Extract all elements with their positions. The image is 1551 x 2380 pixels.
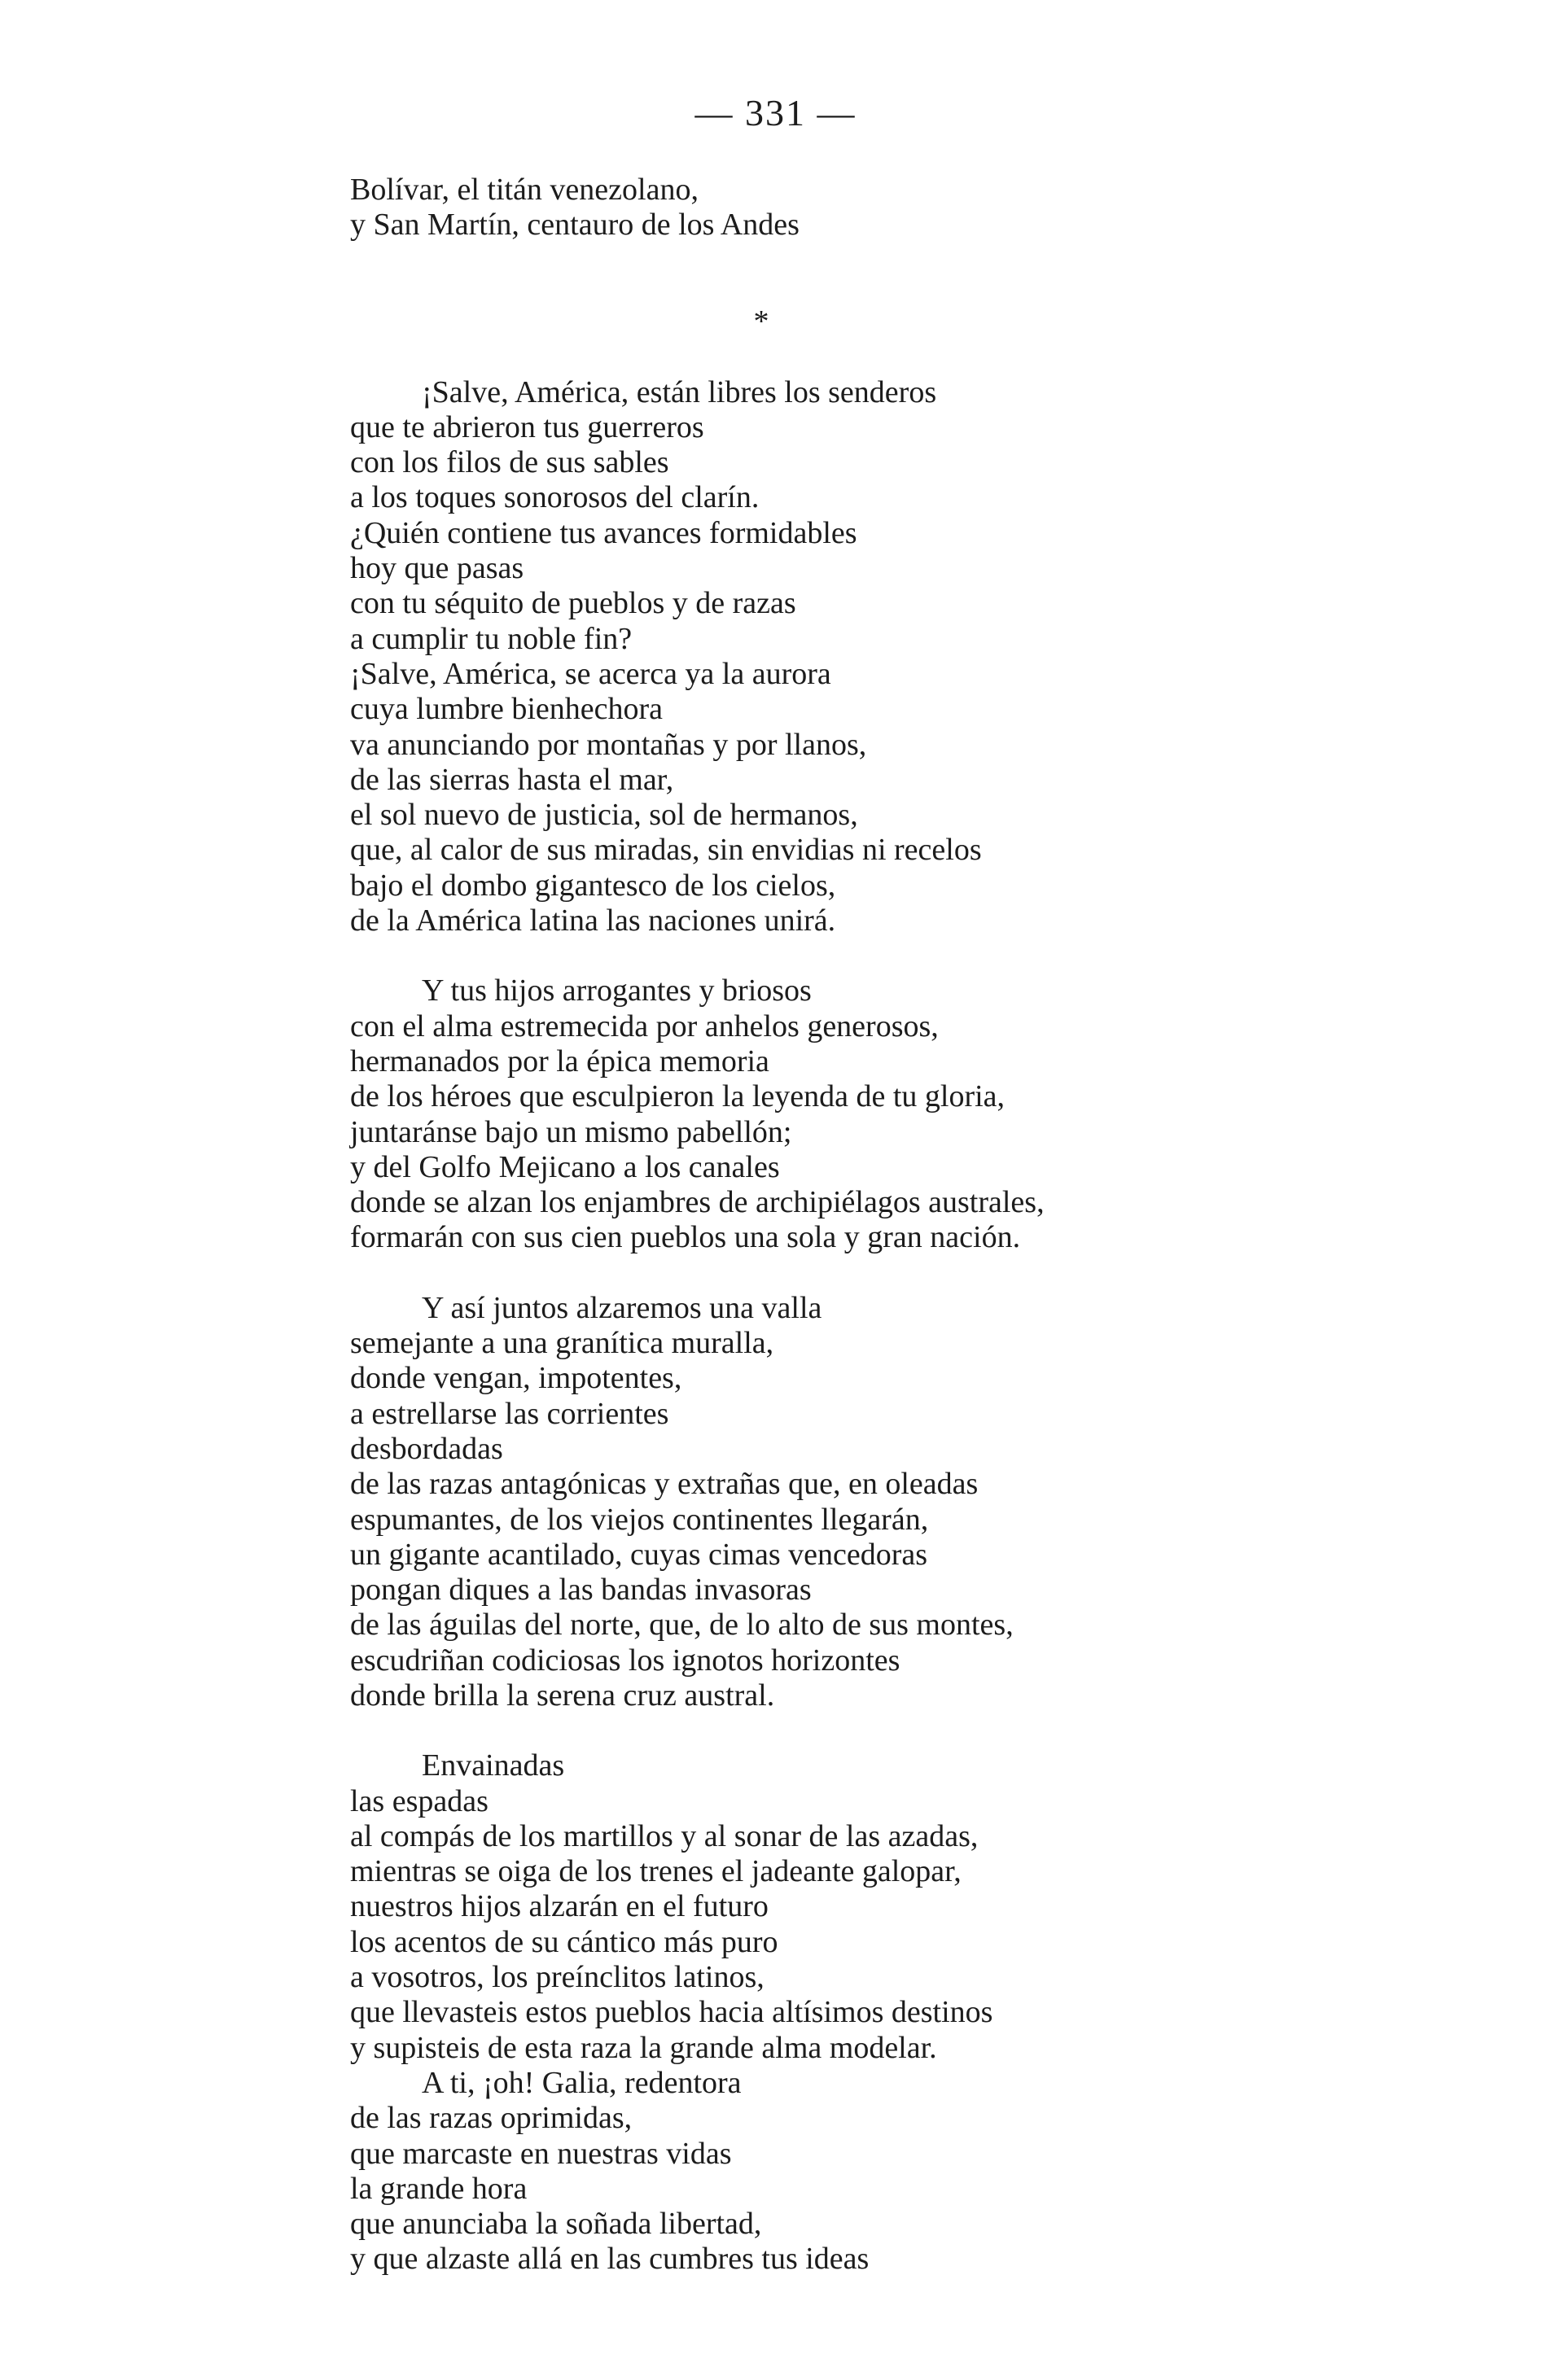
poem-line: hermanados por la épica memoria: [350, 1043, 769, 1078]
poem-line: y San Martín, centauro de los Andes: [350, 208, 800, 243]
poem-line: las espadas: [350, 1783, 489, 1818]
poem-line: hoy que pasas: [350, 551, 524, 586]
poem-line: juntaránse bajo un mismo pabellón;: [350, 1114, 792, 1149]
poem-line: nuestros hijos alzarán en el futuro: [350, 1889, 769, 1924]
poem-line: y del Golfo Mejicano a los canales: [350, 1149, 780, 1184]
stanza: [350, 1748, 1311, 2277]
poem-line: pongan diques a las bandas invasoras: [350, 1573, 812, 1608]
poem-line: de las sierras hasta el mar,: [350, 762, 674, 797]
poem-line: de las águilas del norte, que, de lo alto de sus montes,: [350, 1608, 1014, 1643]
poem-line: ¡Salve, América, se acerca ya la aurora: [350, 656, 831, 691]
poem-line: al compás de los martillos y al sonar de las azadas,: [350, 1818, 979, 1853]
poem-line: que llevasteis estos pueblos hacia altísimos destinos: [350, 1995, 993, 2030]
poem-line: los acentos de su cántico más puro: [350, 1924, 778, 1959]
poem-line: con el alma estremecida por anhelos generosos,: [350, 1008, 939, 1043]
poem-line: el sol nuevo de justicia, sol de hermanos,: [350, 798, 858, 833]
opening-stanza: [350, 173, 1311, 243]
poem-line: de las razas oprimidas,: [350, 2101, 633, 2136]
poem-line: donde brilla la serena cruz austral.: [350, 1678, 775, 1713]
section-separator: *: [753, 304, 769, 339]
poem-line: mientras se oiga de los trenes el jadeante galopar,: [350, 1854, 962, 1889]
poem-line: semejante a una granítica muralla,: [350, 1326, 774, 1361]
poem-line: a los toques sonorosos del clarín.: [350, 480, 760, 515]
poem-line: donde se alzan los enjambres de archipiélagos australes,: [350, 1185, 1045, 1220]
poem-line: donde vengan, impotentes,: [350, 1361, 682, 1396]
poem-line: que, al calor de sus miradas, sin envidias ni recelos: [350, 833, 982, 868]
poem-line: bajo el dombo gigantesco de los cielos,: [350, 868, 836, 903]
poem-line: Envainadas: [422, 1748, 565, 1783]
stanza-list: [350, 375, 1311, 2277]
poem-line: y que alzaste allá en las cumbres tus ideas: [350, 2242, 870, 2277]
poem-line: un gigante acantilado, cuyas cimas vencedoras: [350, 1537, 928, 1572]
poem-line: a cumplir tu noble fin?: [350, 621, 633, 656]
poem-line: de las razas antagónicas y extrañas que, en oleadas: [350, 1467, 979, 1502]
poem-line: A ti, ¡oh! Galia, redentora: [422, 2065, 742, 2100]
poem-line: que anunciaba la soñada libertad,: [350, 2207, 762, 2242]
stanza: [350, 1291, 1311, 1714]
page-number: — 331 —: [694, 92, 857, 133]
poem-line: con los filos de sus sables: [350, 445, 669, 480]
poem-line: de la América latina las naciones unirá.: [350, 903, 836, 938]
poem-line: va anunciando por montañas y por llanos,: [350, 727, 867, 762]
poem-line: a estrellarse las corrientes: [350, 1396, 669, 1431]
stanza: [350, 973, 1311, 1255]
poem-line: la grande hora: [350, 2171, 528, 2206]
poem-line: escudriñan codiciosas los ignotos horizontes: [350, 1643, 900, 1678]
poem-line: Y así juntos alzaremos una valla: [422, 1290, 822, 1325]
poem-line: cuya lumbre bienhechora: [350, 692, 664, 727]
poem-line: con tu séquito de pueblos y de razas: [350, 586, 796, 621]
poem-line: a vosotros, los preínclitos latinos,: [350, 1960, 765, 1995]
poem-body: [350, 173, 1311, 2277]
poem-line: ¡Salve, América, están libres los senderos: [422, 374, 937, 409]
poem-line: y supisteis de esta raza la grande alma modelar.: [350, 2030, 937, 2065]
poem-line: desbordadas: [350, 1431, 503, 1466]
poem-line: ¿Quién contiene tus avances formidables: [350, 515, 857, 550]
poem-line: que marcaste en nuestras vidas: [350, 2136, 732, 2171]
poem-line: espumantes, de los viejos continentes llegarán,: [350, 1502, 929, 1537]
poem-line: Bolívar, el titán venezolano,: [350, 173, 699, 207]
poem-line: formarán con sus cien pueblos una sola y gran nación.: [350, 1220, 1021, 1255]
poem-line: que te abrieron tus guerreros: [350, 409, 704, 444]
poem-line: Y tus hijos arrogantes y briosos: [422, 973, 812, 1008]
stanza: [350, 375, 1311, 939]
poem-line: de los héroes que esculpieron la leyenda de tu gloria,: [350, 1079, 1006, 1114]
